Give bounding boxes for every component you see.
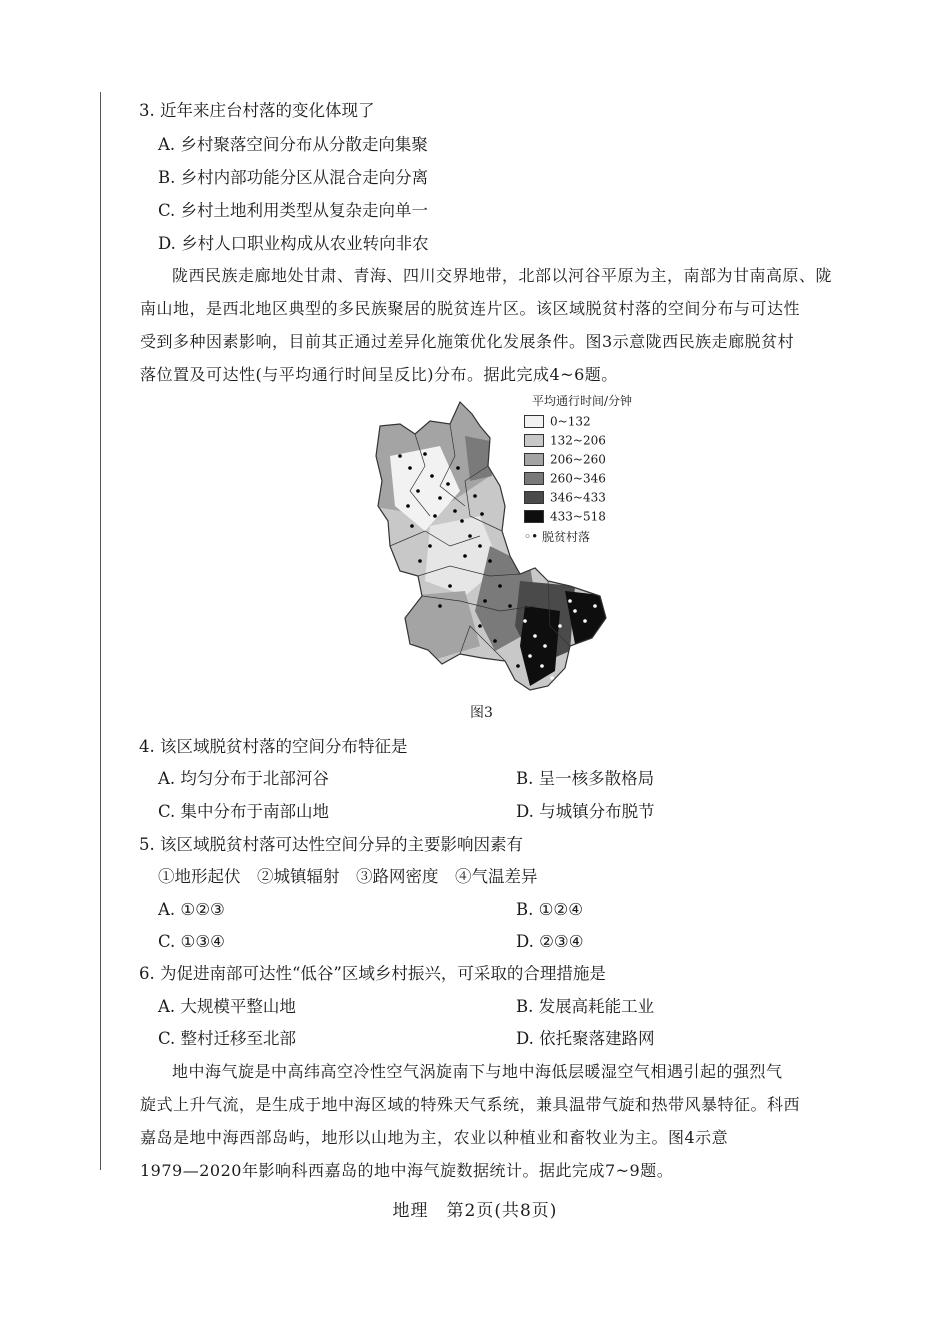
passage-line: 地中海气旋是中高纬高空冷性空气涡旋南下与地中海低层暖湿空气相遇引起的强烈气 xyxy=(172,1062,783,1081)
q4-option-b: B. 呈一核多散格局 xyxy=(516,769,655,788)
legend-swatch xyxy=(524,453,544,466)
village-dot xyxy=(446,482,450,486)
village-dot xyxy=(523,619,527,623)
village-dot xyxy=(448,584,452,588)
q5-option-b: B. ①②④ xyxy=(516,900,583,919)
village-dot xyxy=(438,604,442,608)
q4-option-d: D. 与城镇分布脱节 xyxy=(516,802,655,821)
legend-village xyxy=(524,528,590,542)
figure-caption: 图3 xyxy=(470,705,493,721)
q3-option-c: C. 乡村土地利用类型从复杂走向单一 xyxy=(158,201,429,220)
village-dot xyxy=(583,619,587,623)
village-dot xyxy=(430,474,434,478)
village-dot xyxy=(416,489,420,493)
q4-option-c: C. 集中分布于南部山地 xyxy=(158,802,330,821)
passage-line: 落位置及可达性(与平均通行时间呈反比)分布。据此完成4~6题。 xyxy=(140,365,618,384)
legend-item xyxy=(524,414,591,428)
village-dot xyxy=(473,494,477,498)
village-dot xyxy=(453,509,457,513)
village-dot xyxy=(540,664,544,668)
q6-option-b: B. 发展高耗能工业 xyxy=(516,997,655,1016)
passage-line: 南山地，是西北地区典型的多民族聚居的脱贫连片区。该区域脱贫村落的空间分布与可达性 xyxy=(140,299,801,318)
q6-option-c: C. 整村迁移至北部 xyxy=(158,1029,297,1048)
legend-swatch xyxy=(524,434,544,447)
village-dot xyxy=(573,609,577,613)
legend-label: 260~346 xyxy=(550,471,606,486)
legend-swatch xyxy=(524,472,544,485)
passage-longxi xyxy=(140,259,860,391)
q5-option-d: D. ②③④ xyxy=(516,932,584,951)
passage-line: 嘉岛是地中海西部岛屿，地形以山地为主，农业以种植业和畜牧业为主。图4示意 xyxy=(140,1128,729,1147)
legend-item xyxy=(524,509,606,523)
village-dot xyxy=(488,559,492,563)
village-dot xyxy=(410,524,414,528)
village-dot xyxy=(550,676,554,680)
passage-mediterranean xyxy=(140,1055,860,1187)
village-dot xyxy=(568,599,572,603)
legend-item xyxy=(524,433,606,447)
village-dot xyxy=(543,644,547,648)
legend-swatch xyxy=(524,491,544,504)
q5-factors: ①地形起伏 ②城镇辐射 ③路网密度 ④气温差异 xyxy=(158,867,538,886)
q4-option-a: A. 均匀分布于北部河谷 xyxy=(158,769,329,788)
legend-label: 0~132 xyxy=(550,414,591,429)
legend-label: 206~260 xyxy=(550,452,606,467)
village-dot xyxy=(498,584,502,588)
q6-option-a: A. 大规模平整山地 xyxy=(158,997,296,1016)
village-dot xyxy=(593,604,597,608)
legend-swatch xyxy=(524,510,544,523)
village-dot xyxy=(528,654,532,658)
village-dot xyxy=(493,639,497,643)
village-dot xyxy=(408,466,412,470)
passage-line: 受到多种因素影响，目前其正通过差异化施策优化发展条件。图3示意陇西民族走廊脱贫村 xyxy=(140,332,795,351)
q6-option-d: D. 依托聚落建路网 xyxy=(516,1029,655,1048)
margin-line xyxy=(100,92,101,1170)
legend-label: 433~518 xyxy=(550,509,606,524)
q5-option-a: A. ①②③ xyxy=(158,900,225,919)
village-dot xyxy=(558,624,562,628)
legend-item xyxy=(524,471,606,485)
village-dot xyxy=(460,519,464,523)
village-dot xyxy=(480,512,484,516)
village-dot xyxy=(533,634,537,638)
village-dot xyxy=(406,504,410,508)
legend-title: 平均通行时间/分钟 xyxy=(532,394,633,408)
village-dot xyxy=(428,544,432,548)
page-footer: 地理 第2页(共8页) xyxy=(392,1201,558,1221)
q5-stem: 5. 该区域脱贫村落可达性空间分异的主要影响因素有 xyxy=(139,835,523,854)
q3-option-d: D. 乡村人口职业构成从农业转向非农 xyxy=(158,234,429,253)
legend-item xyxy=(524,490,606,504)
legend-label: 346~433 xyxy=(550,490,606,505)
village-dot xyxy=(478,624,482,628)
q3-option-b: B. 乡村内部功能分区从混合走向分离 xyxy=(158,168,429,187)
village-dot xyxy=(398,454,402,458)
village-dot xyxy=(463,554,467,558)
village-dot xyxy=(468,534,472,538)
village-dot xyxy=(478,544,482,548)
q5-option-c: C. ①③④ xyxy=(158,932,225,951)
village-dot xyxy=(423,452,427,456)
passage-line: 陇西民族走廊地处甘肃、青海、四川交界地带，北部以河谷平原为主，南部为甘南高原、陇 xyxy=(172,266,833,285)
q6-stem: 6. 为促进南部可达性“低谷”区域乡村振兴，可采取的合理措施是 xyxy=(139,964,606,983)
village-dot xyxy=(508,604,512,608)
village-dot xyxy=(433,514,437,518)
q3-option-a: A. 乡村聚落空间分布从分散走向集聚 xyxy=(158,135,428,154)
passage-line: 旋式上升气流，是生成于地中海区域的特殊天气系统，兼具温带气旋和热带风暴特征。科西 xyxy=(140,1095,801,1114)
q4-stem: 4. 该区域脱贫村落的空间分布特征是 xyxy=(139,737,408,756)
legend-item xyxy=(524,452,606,466)
legend-village-label: 脱贫村落 xyxy=(541,530,590,544)
village-dot xyxy=(418,559,422,563)
village-dot xyxy=(516,664,520,668)
legend-label: 132~206 xyxy=(550,433,606,448)
village-dot-icon: ◦• xyxy=(524,529,539,544)
passage-line: 1979—2020年影响科西嘉岛的地中海气旋数据统计。据此完成7~9题。 xyxy=(140,1161,674,1180)
village-dot xyxy=(438,496,442,500)
q3-stem: 3. 近年来庄台村落的变化体现了 xyxy=(139,101,375,120)
legend-swatch xyxy=(524,415,544,428)
village-dot xyxy=(483,599,487,603)
village-dot xyxy=(456,466,460,470)
